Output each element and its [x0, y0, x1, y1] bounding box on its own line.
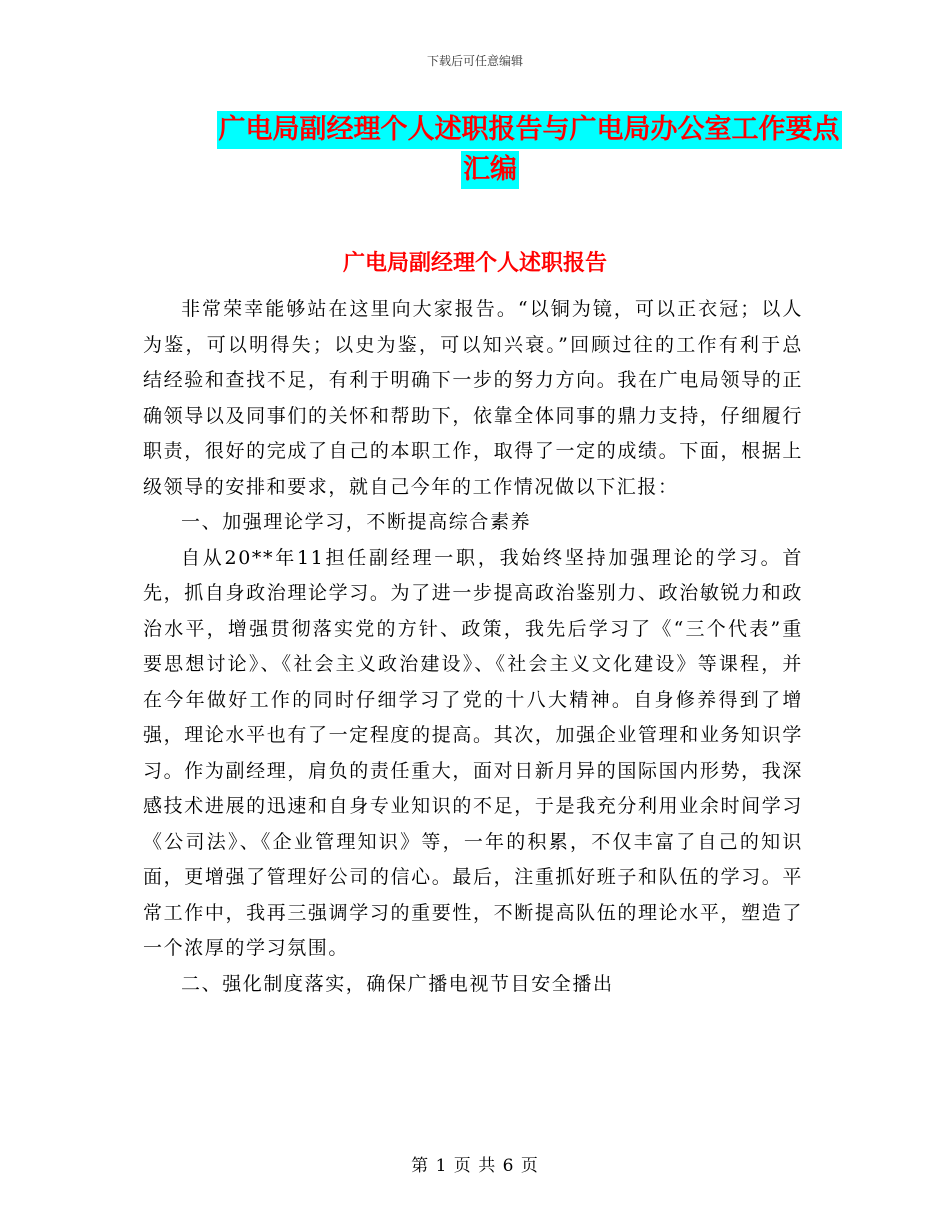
- document-body: [143, 292, 803, 1002]
- page-number: 第 1 页 共 6 页: [411, 1156, 539, 1176]
- paragraph-intro: 非常荣幸能够站在这里向大家报告。“以铜为镜，可以正衣冠；以人为鉴，可以明得失；以史为鉴，可以知兴衰。”回顾过往的工作有利于总结经验和查找不足，有利于明确下一步的努力方向。我在广电局领导的正确领导以及同事们的关怀和帮助下，依靠全体同事的鼎力支持，仔细履行职责，很好的完成了自己的本职工作，取得了一定的成绩。下面，根据上级领导的安排和要求，就自己今年的工作情况做以下汇报：: [143, 298, 803, 498]
- title-line-2: 汇编: [461, 151, 519, 189]
- paragraph-section-1: 自从20**年11担任副经理一职，我始终坚持加强理论的学习。首先，抓自身政治理论学习。为了进一步提高政治鉴别力、政治敏锐力和政治水平，增强贯彻落实党的方针、政策，我先后学习了《“三个代表”重要思想讨论》、《社会主义政治建设》、《社会主义文化建设》等课程，并在今年做好工作的同时仔细学习了党的十八大精神。自身修养得到了增强，理论水平也有了一定程度的提高。其次，加强企业管理和业务知识学习。作为副经理，肩负的责任重大，面对日新月异的国际国内形势，我深感技术进展的迅速和自身专业知识的不足，于是我充分利用业余时间学习《公司法》、《企业管理知识》等，一年的积累，不仅丰富了自己的知识面，更增强了管理好公司的信心。最后，注重抓好班子和队伍的学习。平常工作中，我再三强调学习的重要性，不断提高队伍的理论水平，塑造了一个浓厚的学习氛围。: [143, 546, 803, 959]
- title-line-1: 广电局副经理个人述职报告与广电局办公室工作要点: [217, 111, 842, 149]
- section-title: 广电局副经理个人述职报告: [342, 250, 607, 276]
- heading-section-1: 一、加强理论学习，不断提高综合素养: [181, 511, 532, 533]
- document-title: [110, 111, 870, 191]
- heading-section-2: 二、强化制度落实，确保广播电视节目安全播出: [181, 972, 614, 995]
- header-note: 下载后可任意编辑: [426, 54, 523, 68]
